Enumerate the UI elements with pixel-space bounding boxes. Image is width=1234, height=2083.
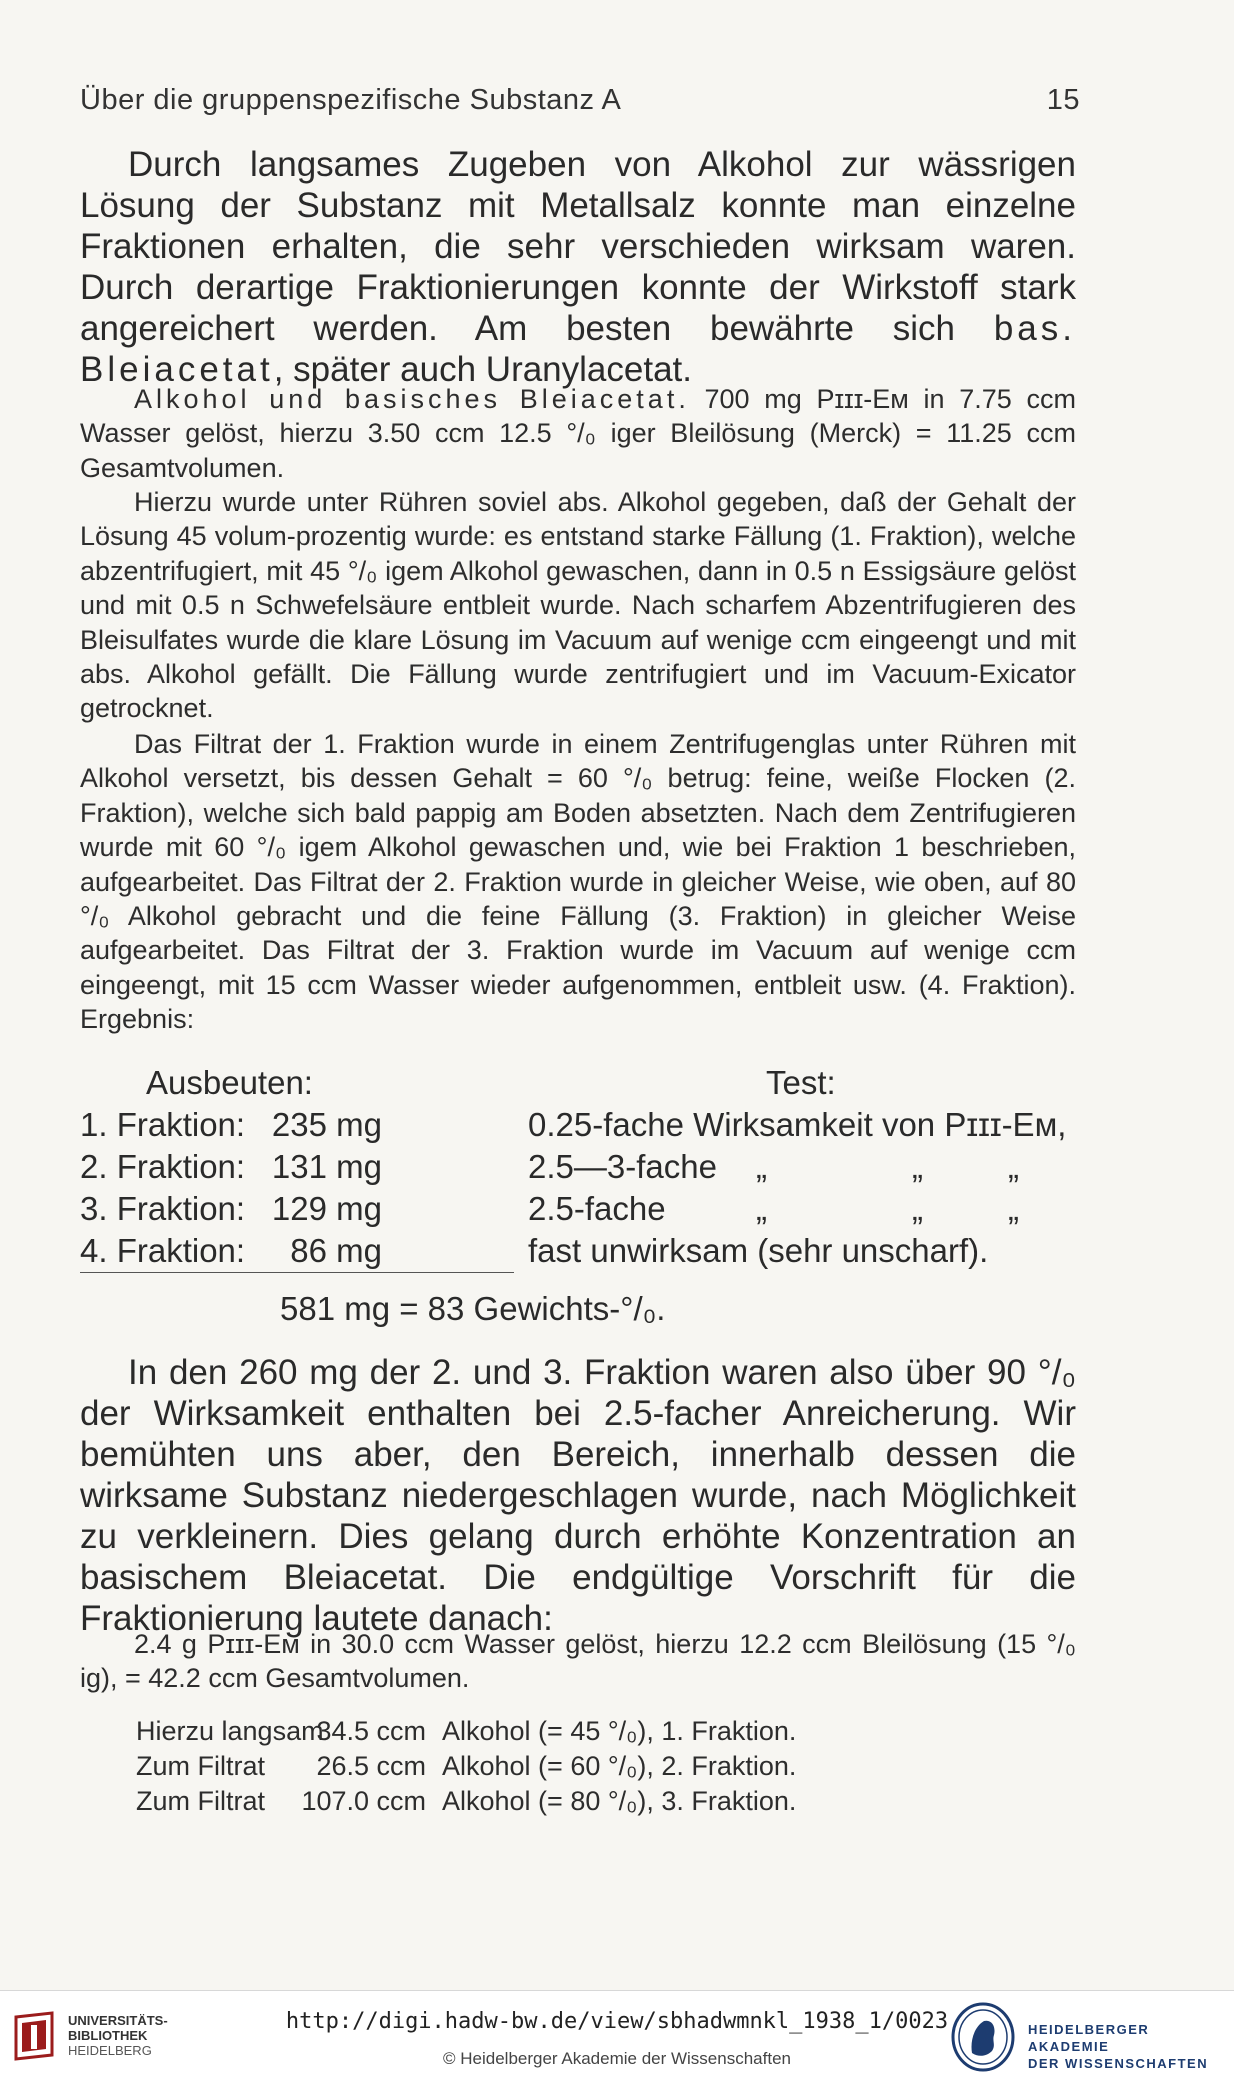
table-row [80,1188,1080,1230]
cell-ditto: „ [756,1148,767,1185]
cell-mass: 86 mg [290,1232,382,1269]
step-label: Hierzu langsam [136,1716,324,1746]
cell-ditto: „ [912,1190,923,1227]
cell-mass: 235 mg [271,1106,382,1143]
list-item [136,1714,1036,1749]
cell-fraction: 2. Fraktion: [80,1148,246,1185]
header-test: Test: [766,1064,836,1101]
table-row [80,1230,1080,1272]
spaced-emphasis: bas. Bleiacetat [80,309,1076,389]
cell-test: 0.25-fache Wirksamkeit von Pɪɪɪ-Eᴍ, [528,1106,1067,1143]
wordmark-line: DER WISSENSCHAFTEN [1028,2056,1209,2071]
step-volume: 34.5 ccm [316,1716,426,1746]
list-item [136,1784,1036,1819]
wordmark-line: UNIVERSITÄTS- [68,2013,168,2028]
step-label: Zum Filtrat [136,1786,266,1816]
copyright-notice: © Heidelberger Akademie der Wissenschaften [443,2049,791,2068]
wordmark-line: BIBLIOTHEK [68,2028,148,2043]
paragraph-text: 700 mg Pɪɪɪ-Eᴍ in 7.75 ccm Wasser gelöst, hierzu 3.50 ccm 12.5 °/₀ iger Bleilösung (Merck) = 11.25 ccm Gesamtvolumen. [80,384,1076,483]
cell-ditto: „ [1008,1190,1019,1227]
paragraph-text: Hierzu wurde unter Rühren soviel abs. Alkohol gegeben, daß der Gehalt der Lösung 45 volum-prozentig wurde: es entstand starke Fällung (1. Fraktion), welche abzentrifugiert, mit 45 °/₀ igem Alkohol gewaschen, dann in 0.5 n Essigsäure gelöst und mit 0.5 n Schwefelsäure entbleit wurde. Nach scharfem Abzentrifugieren des Bleisulfates wurde die klare Lösung im Vacuum auf wenige ccm eingeengt und mit abs. Alkohol gefällt. Die Fällung wurde zentrifugiert und im Vacuum-Exicator getrocknet. [80,487,1076,724]
cell-test: 2.5—3-fache [528,1148,717,1185]
paragraph-text: , später auch Uranylacetat. [273,350,692,389]
cell-ditto: „ [912,1148,923,1185]
paragraph-method-heading [80,382,1076,485]
table-row [80,1104,1080,1146]
yield-table-header [80,1062,1080,1104]
wordmark-line: HEIDELBERGER AKADEMIE [1028,2022,1150,2054]
step-result: Alkohol (= 80 °/₀), 3. Fraktion. [442,1786,797,1816]
table-row [80,1146,1080,1188]
paragraph-intro [80,144,1076,390]
academy-seal-icon [950,2001,1016,2073]
step-volume: 26.5 ccm [316,1751,426,1781]
step-volume: 107.0 ccm [301,1786,426,1816]
cell-fraction: 3. Fraktion: [80,1190,246,1227]
yield-table [80,1062,1080,1327]
cell-fraction: 4. Fraktion: [80,1232,246,1269]
paragraph-fraction-1 [80,485,1076,726]
cell-test: fast unwirksam (sehr unscharf). [528,1232,989,1269]
step-result: Alkohol (= 45 °/₀), 1. Fraktion. [442,1716,797,1746]
cell-ditto: „ [756,1190,767,1227]
sum-rule [80,1272,514,1273]
academy-wordmark [1028,2021,1234,2072]
section-heading-spaced: Alkohol und basisches Bleiacetat. [134,384,690,414]
wordmark-line: HEIDELBERG [68,2043,152,2058]
paragraph-fractions-2-4 [80,727,1076,1037]
header-yields: Ausbeuten: [146,1064,313,1101]
permalink-link[interactable]: http://digi.hadw-bw.de/view/sbhadwmnkl_1938_1/0023 [285,2009,949,2034]
final-steps-list [136,1714,1036,1819]
paragraph-text: 2.4 g Pɪɪɪ-Eᴍ in 30.0 ccm Wasser gelöst, hierzu 12.2 ccm Bleilösung (15 °/₀ ig), = 42.2 ccm Gesamtvolumen. [80,1629,1076,1694]
cell-fraction: 1. Fraktion: [80,1106,246,1143]
cell-test: 2.5-fache [528,1190,666,1227]
paragraph-conclusion [80,1352,1076,1639]
list-item [136,1749,1036,1784]
cell-mass: 131 mg [271,1148,382,1185]
paragraph-text: Das Filtrat der 1. Fraktion wurde in einem Zentrifugenglas unter Rühren mit Alkohol versetzt, bis dessen Gehalt = 60 °/₀ betrug: feine, weiße Flocken (2. Fraktion), welche sich bald pappig am Boden absetzten. Nach dem Zentrifugieren wurde mit 60 °/₀ igem Alkohol gewaschen und, wie bei Fraktion 1 beschrieben, aufgearbeitet. Das Filtrat der 2. Fraktion wurde in gleicher Weise, wie oben, auf 80 °/₀ Alkohol gebracht und die feine Fällung (3. Fraktion) in gleicher Weise aufgearbeitet. Das Filtrat der 3. Fraktion wurde im Vacuum auf wenige ccm eingeengt, mit 15 ccm Wasser wieder aufgenommen, entbleit usw. (4. Fraktion). Ergebnis: [80,729,1076,1035]
cell-mass: 129 mg [271,1190,382,1227]
step-label: Zum Filtrat [136,1751,266,1781]
paragraph-final-prescription [80,1627,1076,1696]
paragraph-text: Durch langsames Zugeben von Alkohol zur wässrigen Lösung der Substanz mit Metallsalz konnte man einzelne Fraktionen erhalten, die sehr verschieden wirksam waren. Durch derartige Fraktionierungen konnte der Wirkstoff stark angereichert werden. Am besten bewährte sich [80,145,1076,348]
page-number: 15 [1046,84,1080,116]
step-result: Alkohol (= 60 °/₀), 2. Fraktion. [442,1751,797,1781]
footer-bar [0,1990,1234,2083]
paragraph-text: In den 260 mg der 2. und 3. Fraktion waren also über 90 °/₀ der Wirksamkeit enthalten bei 2.5-facher Anreicherung. Wir bemühten uns aber, den Bereich, innerhalb dessen die wirksame Substanz niedergeschlagen wurde, nach Möglichkeit zu verkleinern. Dies gelang durch erhöhte Konzentration an basischem Bleiacetat. Die endgültige Vorschrift für die Fraktionierung lautete danach: [80,1353,1076,1638]
cell-ditto: „ [1008,1148,1019,1185]
yield-total: 581 mg = 83 Gewichts-°/₀. [280,1290,666,1327]
running-title: Über die gruppenspezifische Substanz A [80,84,622,116]
